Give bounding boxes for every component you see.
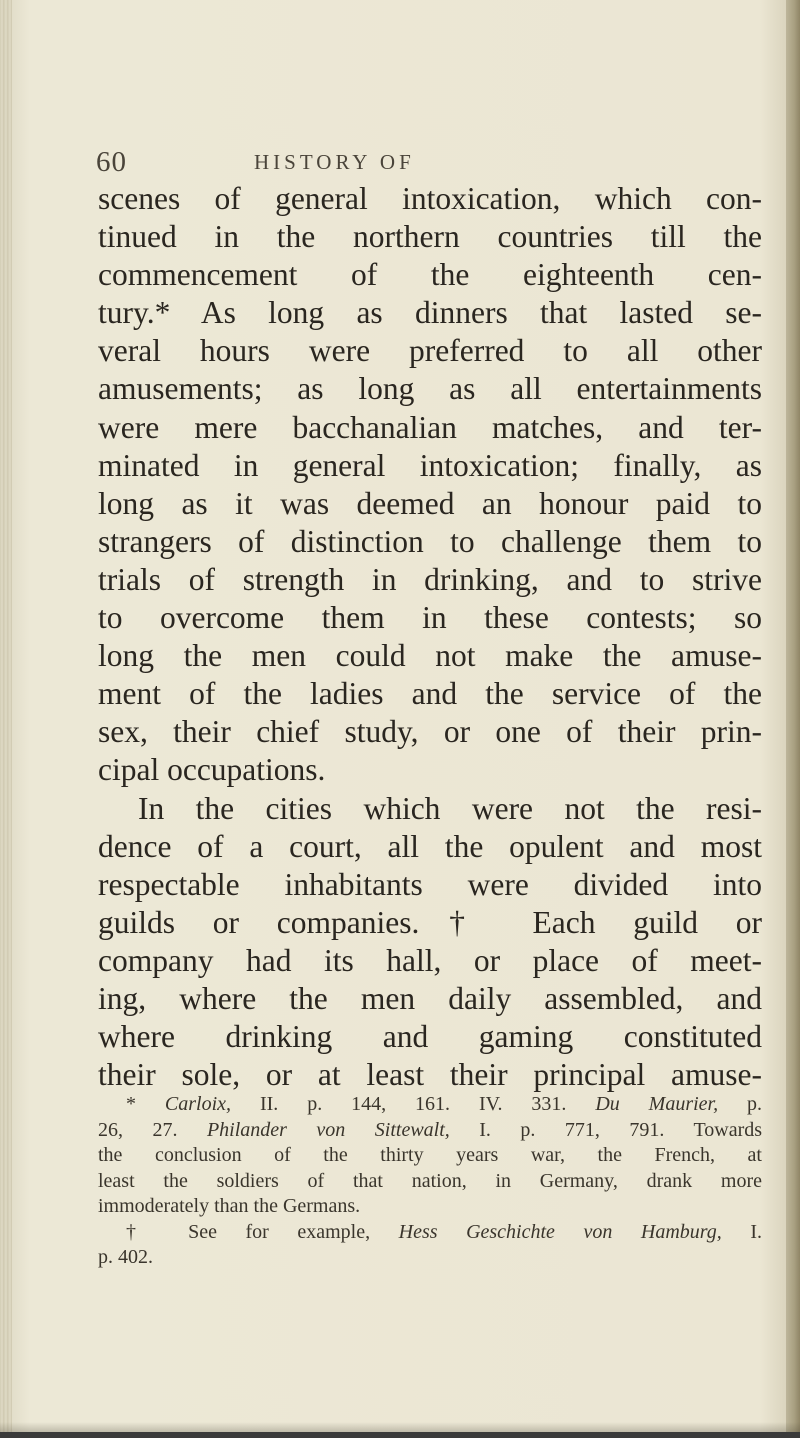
footnote-reference: I. xyxy=(750,1220,762,1243)
footnote-reference: 26, 27. xyxy=(98,1118,178,1141)
page-bottom-shadow xyxy=(0,1422,800,1432)
footnote-author: Philander von Sittewalt, xyxy=(206,1118,450,1141)
body-line: commencement of the eighteenth cen- xyxy=(98,257,762,293)
body-line: scenes of general intoxication, which con- xyxy=(98,181,762,216)
body-line: their sole, or at least their principal amuse- xyxy=(98,1057,762,1093)
footnote-1-line xyxy=(98,1092,762,1118)
body-line: minated in general intoxication; finally, as xyxy=(98,447,762,483)
body-text xyxy=(98,180,762,1094)
body-line: cipal occupations. xyxy=(98,752,326,788)
footnote-reference: p. xyxy=(747,1093,762,1115)
footnote-text: See for example, xyxy=(188,1220,371,1243)
footnote-2-line xyxy=(98,1220,762,1246)
body-line: strangers of distinction to challenge them to xyxy=(98,523,762,559)
footnote-2-line: p. 402. xyxy=(98,1246,153,1268)
body-line: amusements; as long as all entertainments xyxy=(98,371,762,407)
footnote-1-line xyxy=(98,1118,762,1144)
body-line: In the cities which were not the resi- xyxy=(138,790,762,826)
body-line: dence of a court, all the opulent and most xyxy=(98,828,762,864)
body-line: where drinking and gaming constituted xyxy=(98,1019,762,1055)
footnote-author: Carloix, xyxy=(164,1093,232,1115)
body-line: were mere bacchanalian matches, and ter- xyxy=(98,409,762,445)
footnote-1-line: immoderately than the Germans. xyxy=(98,1195,361,1217)
body-line: long as it was deemed an honour paid to xyxy=(98,485,762,521)
running-title: HISTORY OF xyxy=(254,150,415,174)
footnote-work-title: Hess Geschichte von Hamburg, xyxy=(398,1220,722,1243)
body-line: veral hours were preferred to all other xyxy=(98,333,762,369)
body-line: tury.* As long as dinners that lasted se- xyxy=(98,295,762,331)
page-left-edge xyxy=(0,0,12,1438)
scan-bottom-bar xyxy=(0,1432,800,1438)
body-line: to overcome them in these contests; so xyxy=(98,600,762,636)
page-right-edge xyxy=(786,0,800,1438)
body-line: ing, where the men daily assembled, and xyxy=(98,980,762,1016)
footnote-marker: † xyxy=(126,1220,160,1243)
footnote-reference: II. p. 144, 161. IV. 331. xyxy=(259,1093,567,1115)
page-number: 60 xyxy=(96,146,127,178)
body-line: sex, their chief study, or one of their prin- xyxy=(98,714,762,750)
footnote-reference: I. p. 771, 791. Towards xyxy=(479,1118,762,1141)
footnote-author: Du Maurier, xyxy=(595,1093,719,1115)
body-line: ment of the ladies and the service of the xyxy=(98,676,762,712)
body-line: tinued in the northern countries till the xyxy=(98,219,762,255)
body-line: guilds or companies.† Each guild or xyxy=(98,904,762,940)
footnote-1-line: least the soldiers of that nation, in Germany, drank more xyxy=(98,1169,762,1192)
footnote-marker: * xyxy=(126,1093,136,1115)
body-line: trials of strength in drinking, and to strive xyxy=(98,561,762,597)
body-line: respectable inhabitants were divided into xyxy=(98,866,762,902)
footnotes xyxy=(98,1092,762,1271)
footnote-1-line: the conclusion of the thirty years war, the French, at xyxy=(98,1144,762,1166)
body-line: long the men could not make the amuse- xyxy=(98,638,762,674)
body-line: company had its hall, or place of meet- xyxy=(98,942,762,978)
running-head xyxy=(0,146,800,176)
